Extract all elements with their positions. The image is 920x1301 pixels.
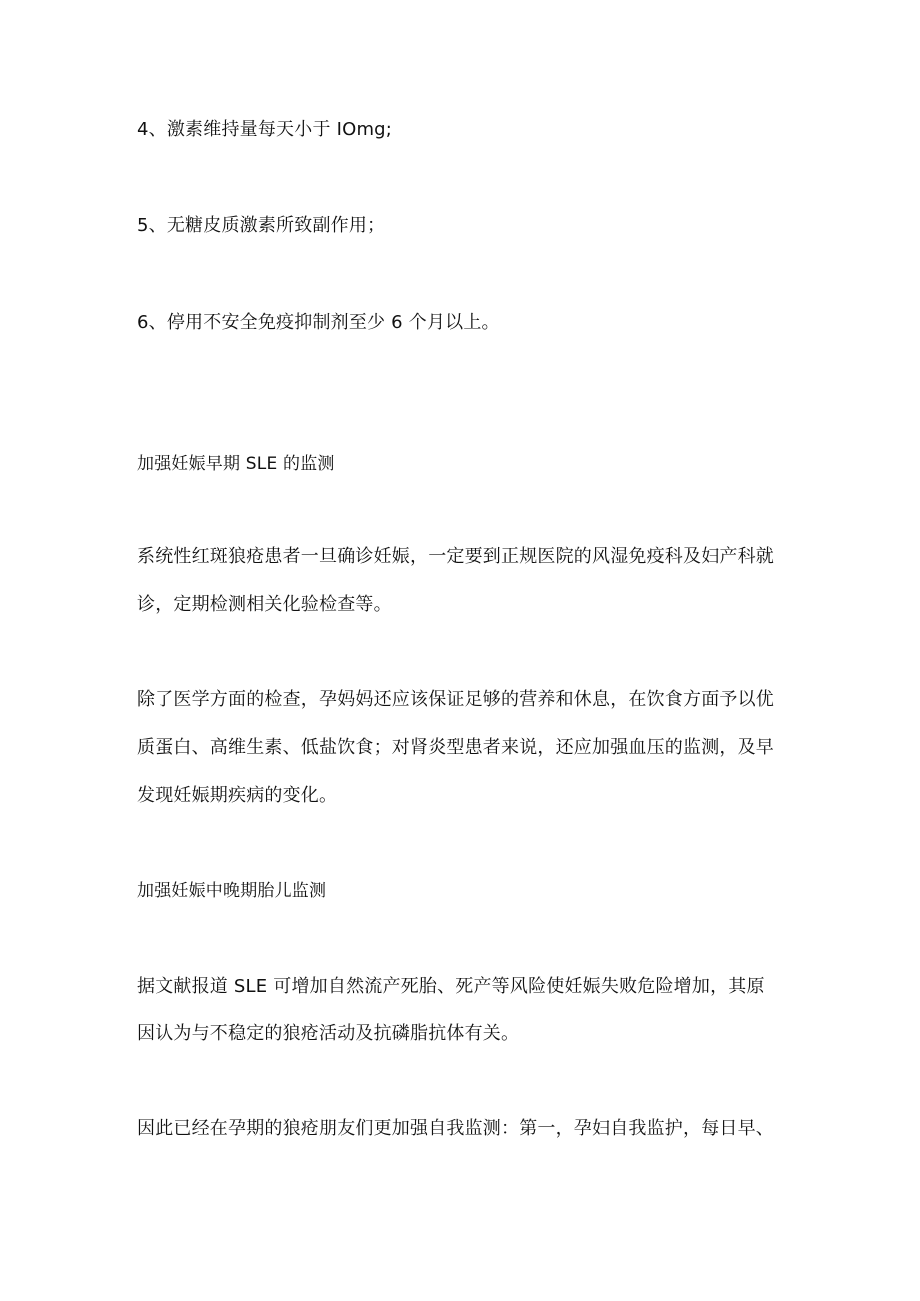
paragraph-line: 发现妊娠期疾病的变化。 — [137, 785, 338, 806]
paragraph-line: 质蛋白、高维生素、低盐饮食；对肾炎型患者来说，还应加强血压的监测，及早 — [137, 737, 774, 758]
paragraph-line: 因认为与不稳定的狼疮活动及抗磷脂抗体有关。 — [137, 1023, 520, 1044]
section-heading-mid-late-pregnancy: 加强妊娠中晚期胎儿监测 — [137, 881, 327, 901]
paragraph-line: 诊，定期检测相关化验检查等。 — [137, 594, 392, 615]
paragraph-line: 据文献报道 SLE 可增加自然流产死胎、死产等风险使妊娠失败危险增加，其原 — [137, 976, 765, 997]
paragraph-line: 系统性红斑狼疮患者一旦确诊妊娠，一定要到正规医院的风湿免疫科及妇产科就 — [137, 546, 774, 567]
paragraph-line: 除了医学方面的检查，孕妈妈还应该保证足够的营养和休息，在饮食方面予以优 — [137, 689, 774, 710]
list-item-4: 4、激素维持量每天小于 IOmg; — [137, 119, 393, 140]
list-item-5: 5、无糖皮质激素所致副作用； — [137, 215, 386, 236]
list-item-6: 6、停用不安全免疫抑制剂至少 6 个月以上。 — [137, 312, 500, 333]
section-heading-early-pregnancy: 加强妊娠早期 SLE 的监测 — [137, 454, 335, 474]
paragraph-line: 因此已经在孕期的狼疮朋友们更加强自我监测：第一，孕妇自我监护，每日早、 — [137, 1118, 774, 1139]
